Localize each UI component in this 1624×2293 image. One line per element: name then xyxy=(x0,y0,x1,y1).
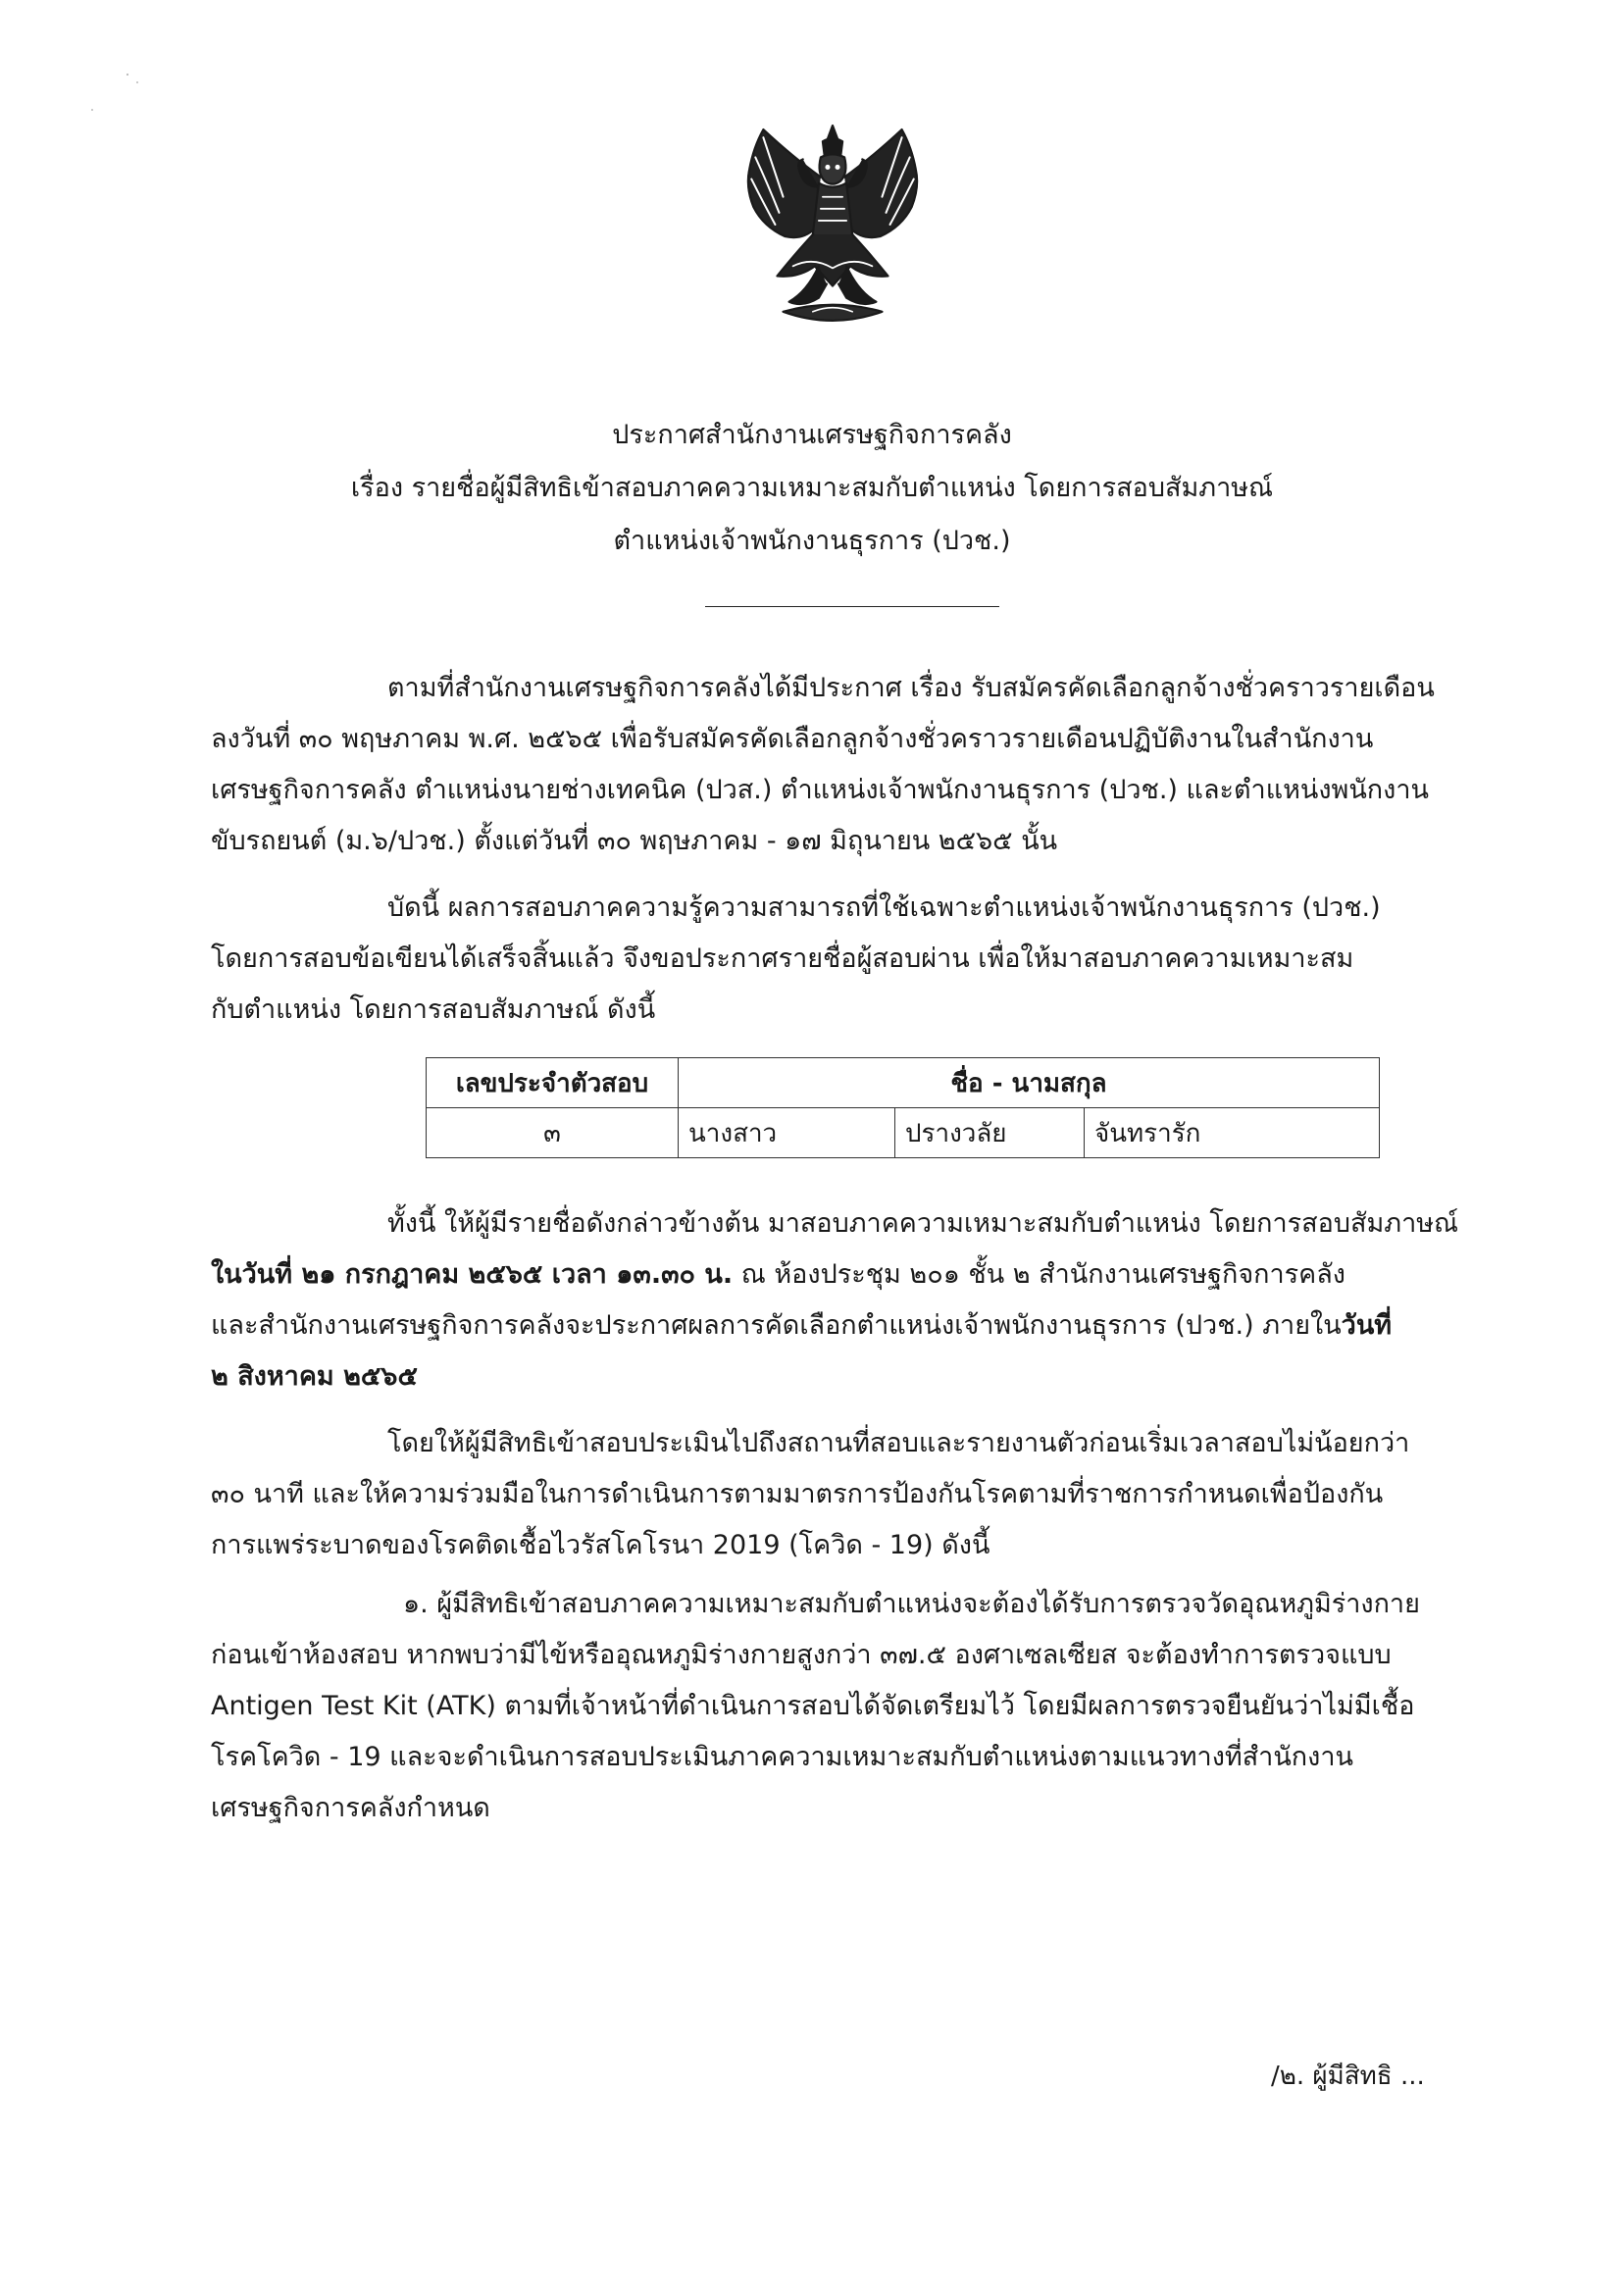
cell-exam-id: ๓ xyxy=(427,1108,679,1158)
interview-location: ณ ห้องประชุม ๒๐๑ ชั้น ๒ สำนักงานเศรษฐกิจการคลัง xyxy=(733,1259,1345,1290)
paragraph-line: โดยให้ผู้มีสิทธิเข้าสอบประเมินไปถึงสถานที่สอบและรายงานตัวก่อนเริ่มเวลาสอบไม่น้อยกว่า xyxy=(387,1428,1410,1458)
paragraph-covid-measures xyxy=(211,1418,1461,1571)
header-full-name: ชื่อ - นามสกุล xyxy=(679,1058,1380,1108)
paragraph-line: ทั้งนี้ ให้ผู้มีรายชื่อดังกล่าวข้างต้น มาสอบภาคความเหมาะสมกับตำแหน่ง โดยการสอบสัมภาษณ์ xyxy=(387,1208,1459,1239)
paragraph-exam-result xyxy=(211,883,1461,1036)
cell-title: นางสาว xyxy=(679,1108,895,1158)
title-divider xyxy=(705,606,999,607)
paragraph-line: บัดนี้ ผลการสอบภาคความรู้ความสามารถที่ใช้เฉพาะตำแหน่งเจ้าพนักงานธุรการ (ปวช.) xyxy=(387,892,1381,923)
paragraph-line: ๑. ผู้มีสิทธิเข้าสอบภาคความเหมาะสมกับตำแหน่งจะต้องได้รับการตรวจวัดอุณหภูมิร่างกาย xyxy=(403,1589,1420,1619)
paragraph-line: Antigen Test Kit (ATK) ตามที่เจ้าหน้าที่ดำเนินการสอบได้จัดเตรียมไว้ โดยมีผลการตรวจยืนยันว่าไม่มีเชื้อ xyxy=(211,1691,1415,1721)
paragraph-line: โดยการสอบข้อเขียนได้เสร็จสิ้นแล้ว จึงขอประกาศรายชื่อผู้สอบผ่าน เพื่อให้มาสอบภาคความเหมาะสม xyxy=(211,943,1354,974)
paragraph-rule-1 xyxy=(211,1579,1461,1834)
header-exam-id: เลขประจำตัวสอบ xyxy=(427,1058,679,1108)
paragraph-line: ลงวันที่ ๓๐ พฤษภาคม พ.ศ. ๒๕๖๕ เพื่อรับสมัครคัดเลือกลูกจ้างชั่วคราวรายเดือนปฏิบัติงานในสำนักงาน xyxy=(211,724,1374,754)
table-row xyxy=(427,1108,1380,1158)
announcement-title: ประกาศสำนักงานเศรษฐกิจการคลัง xyxy=(612,420,1012,450)
scan-specks xyxy=(82,69,161,127)
announcement-subject: เรื่อง รายชื่อผู้มีสิทธิเข้าสอบภาคความเหมาะสมกับตำแหน่ง โดยการสอบสัมภาษณ์ xyxy=(350,473,1274,503)
paragraph-interview-schedule xyxy=(211,1198,1461,1402)
cell-last-name: จันทรารัก xyxy=(1085,1108,1380,1158)
candidate-table xyxy=(426,1057,1380,1158)
paragraph-line xyxy=(211,1249,1461,1300)
table-header-row xyxy=(427,1058,1380,1108)
paragraph-line: เศรษฐกิจการคลัง ตำแหน่งนายช่างเทคนิค (ปวส.) ตำแหน่งเจ้าพนักงานธุรการ (ปวช.) และตำแหน่งพนักงาน xyxy=(211,775,1429,805)
paragraph-announcement-reference xyxy=(211,663,1461,867)
page-continuation: /๒. ผู้มีสิทธิ ... xyxy=(1271,2062,1425,2091)
paragraph-line xyxy=(211,1300,1461,1351)
paragraph-line: เศรษฐกิจการคลังกำหนด xyxy=(211,1793,490,1823)
paragraph-line: ๓๐ นาที และให้ความร่วมมือในการดำเนินการตามมาตรการป้องกันโรคตามที่ราชการกำหนดเพื่อป้องกัน xyxy=(211,1479,1384,1509)
result-date: ๒ สิงหาคม ๒๕๖๕ xyxy=(211,1361,418,1392)
paragraph-line: โรคโควิด - 19 และจะดำเนินการสอบประเมินภาคความเหมาะสมกับตำแหน่งตามแนวทางที่สำนักงาน xyxy=(211,1742,1353,1772)
cell-first-name: ปรางวลัย xyxy=(895,1108,1085,1158)
paragraph-line: การแพร่ระบาดของโรคติดเชื้อไวรัสโคโรนา 2019 (โควิด - 19) ดังนี้ xyxy=(211,1530,990,1560)
paragraph-line: ตามที่สำนักงานเศรษฐกิจการคลังได้มีประกาศ เรื่อง รับสมัครคัดเลือกลูกจ้างชั่วคราวรายเดือน xyxy=(387,673,1435,703)
announcement-position: ตำแหน่งเจ้าพนักงานธุรการ (ปวช.) xyxy=(613,526,1011,556)
result-announcement-text: และสำนักงานเศรษฐกิจการคลังจะประกาศผลการคัดเลือกตำแหน่งเจ้าพนักงานธุรการ (ปวช.) ภายใน xyxy=(211,1310,1342,1341)
interview-date-time: ในวันที่ ๒๑ กรกฎาคม ๒๕๖๕ เวลา ๑๓.๓๐ น. xyxy=(211,1259,734,1290)
paragraph-line: ขับรถยนต์ (ม.๖/ปวช.) ตั้งแต่วันที่ ๓๐ พฤษภาคม - ๑๗ มิถุนายน ๒๕๖๕ นั้น xyxy=(211,826,1058,856)
paragraph-line: กับตำแหน่ง โดยการสอบสัมภาษณ์ ดังนี้ xyxy=(211,994,656,1025)
result-date-label: วันที่ xyxy=(1341,1310,1393,1341)
garuda-emblem-icon xyxy=(724,118,941,335)
paragraph-line: ก่อนเข้าห้องสอบ หากพบว่ามีไข้หรืออุณหภูมิร่างกายสูงกว่า ๓๗.๕ องศาเซลเซียส จะต้องทำการตรวจแบบ xyxy=(211,1640,1392,1670)
